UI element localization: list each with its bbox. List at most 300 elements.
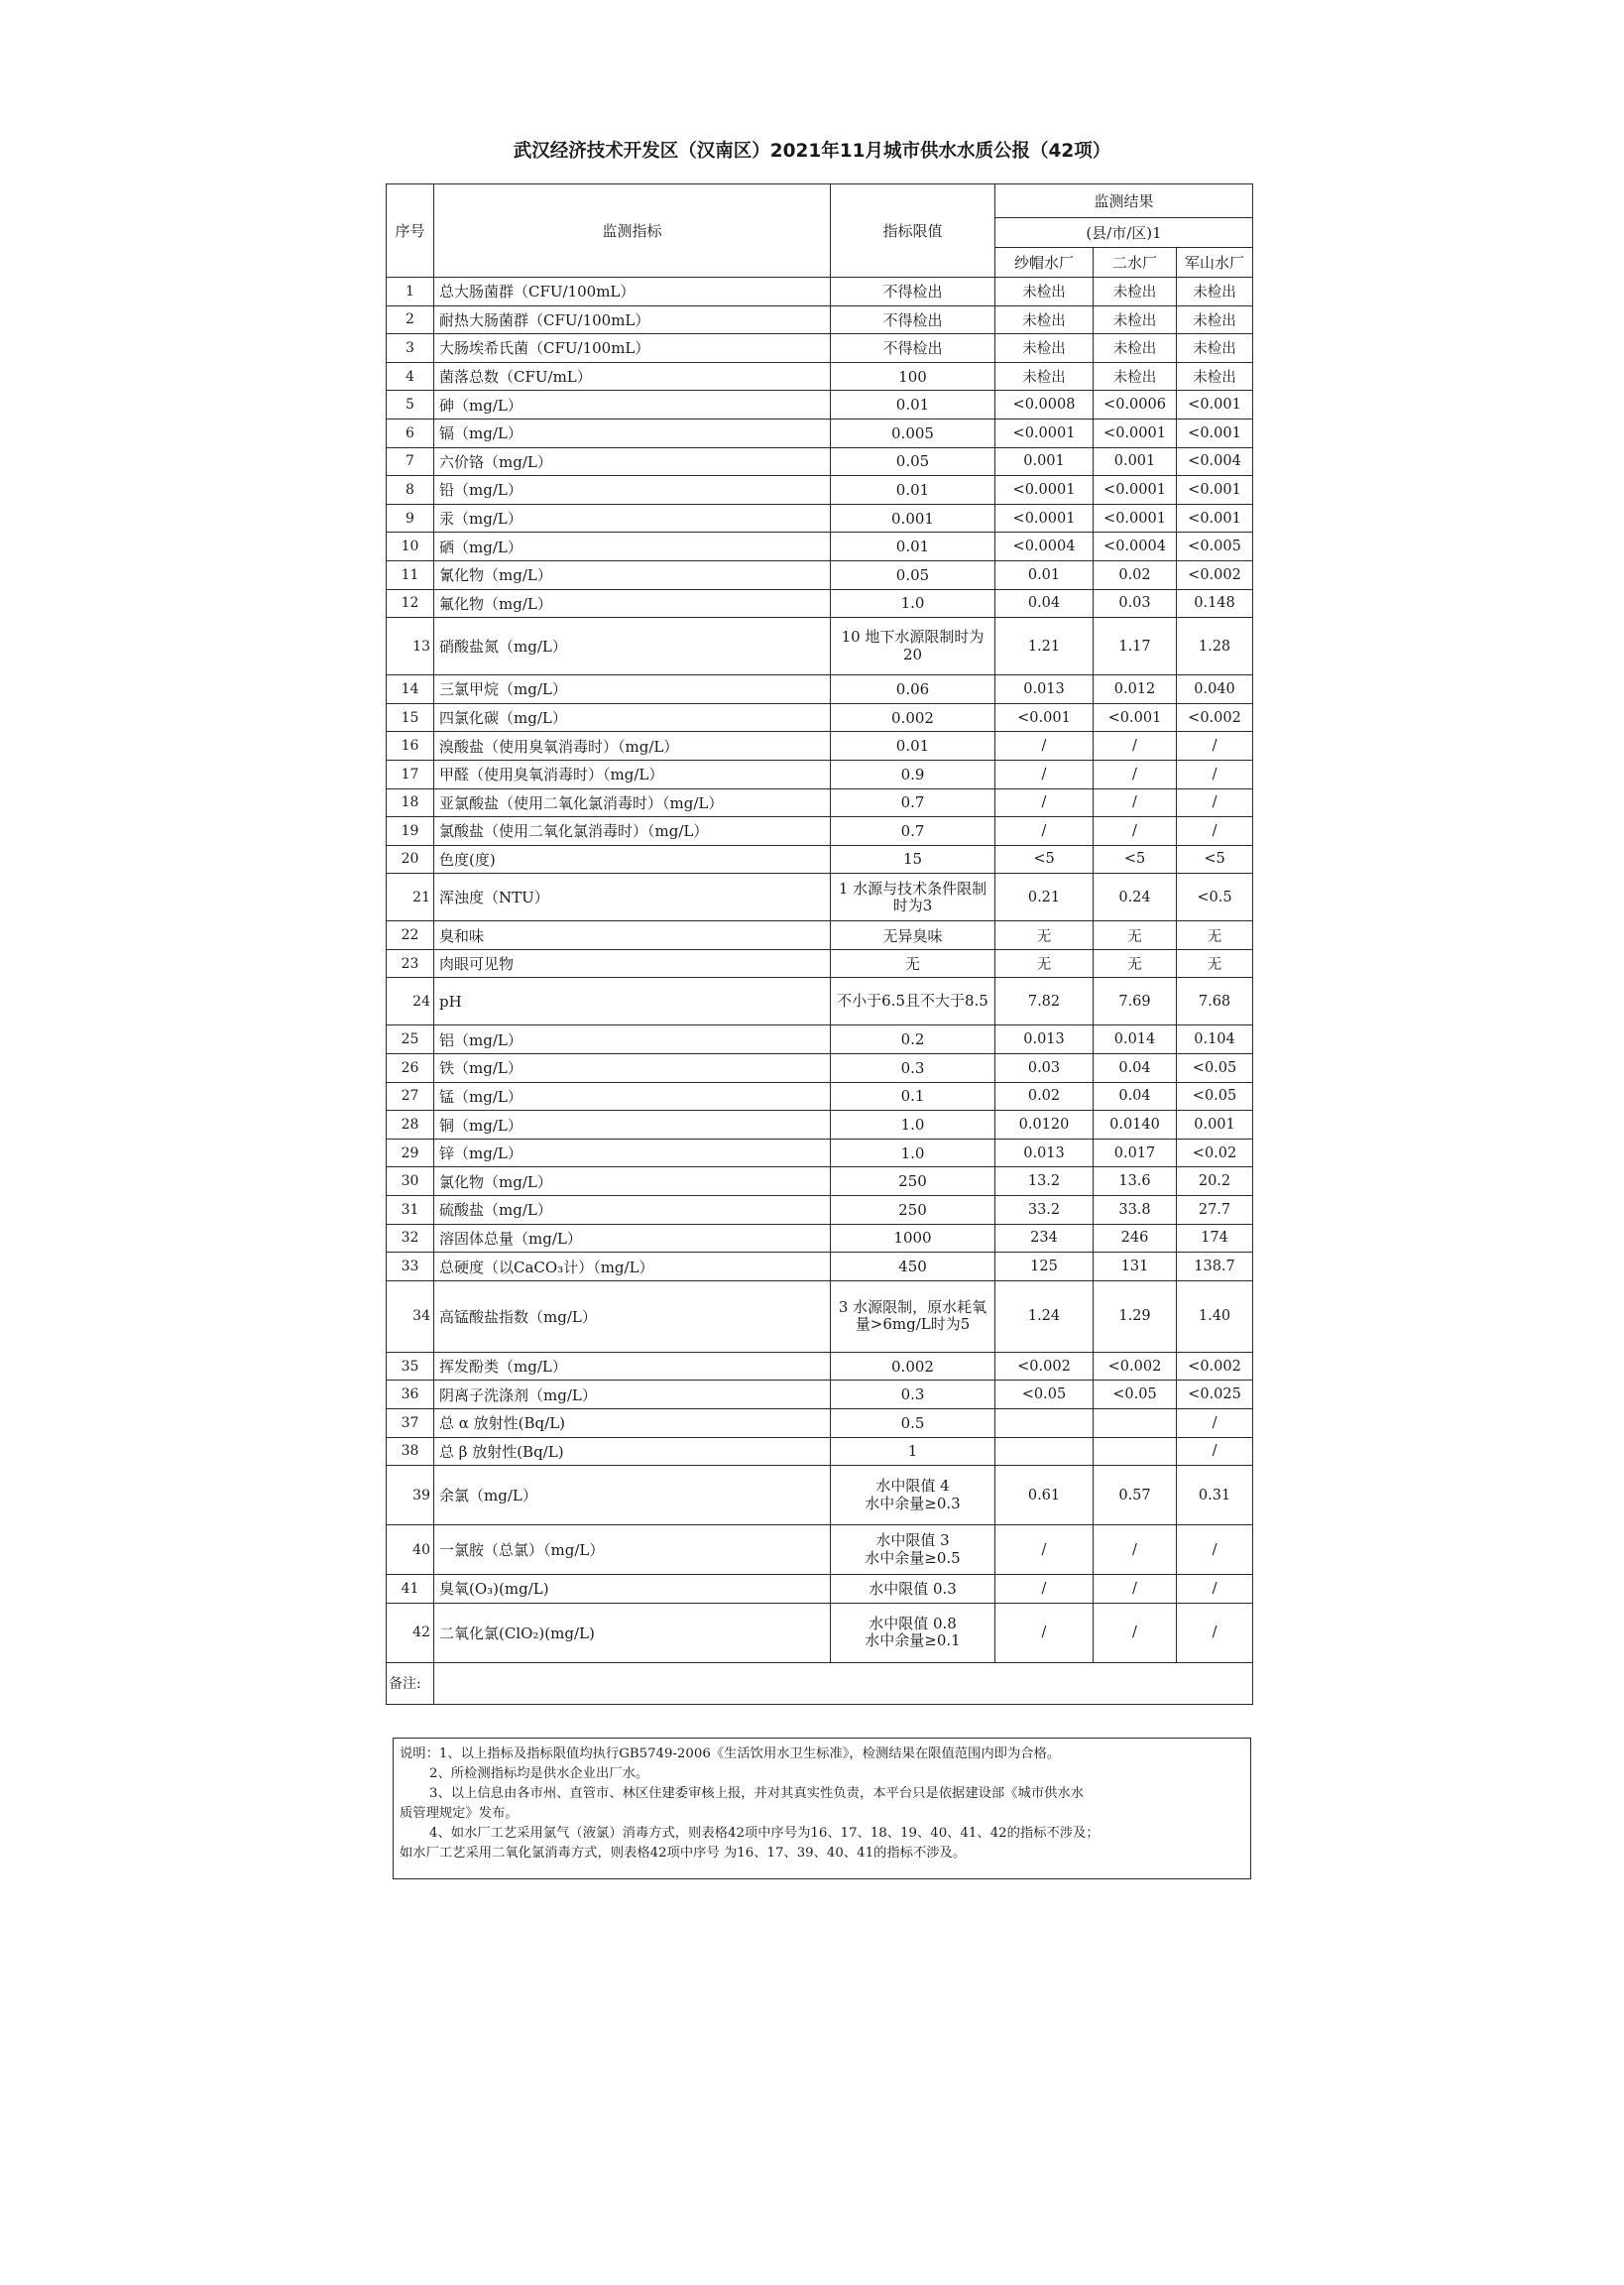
row-seq: 40 bbox=[387, 1525, 434, 1575]
row-value-junshan: <0.5 bbox=[1177, 874, 1253, 921]
row-indicator: 大肠埃希氏菌（CFU/100mL） bbox=[434, 334, 831, 363]
row-value-junshan: 未检出 bbox=[1177, 334, 1253, 363]
row-value-second bbox=[1094, 1409, 1177, 1438]
row-limit: 1.0 bbox=[831, 589, 995, 618]
row-value-junshan: 0.001 bbox=[1177, 1111, 1253, 1140]
row-value-junshan: <0.05 bbox=[1177, 1054, 1253, 1083]
row-value-second: 0.02 bbox=[1094, 560, 1177, 589]
row-seq: 16 bbox=[387, 732, 434, 761]
row-limit: 不得检出 bbox=[831, 305, 995, 334]
table-row bbox=[387, 1139, 1253, 1167]
row-value-shamao: 33.2 bbox=[995, 1196, 1094, 1225]
row-seq: 34 bbox=[387, 1280, 434, 1352]
row-value-shamao: <0.001 bbox=[995, 703, 1094, 732]
row-value-junshan: / bbox=[1177, 1525, 1253, 1575]
row-value-shamao: <0.0001 bbox=[995, 504, 1094, 533]
note-line: 说明：1、以上指标及指标限值均执行GB5749-2006《生活饮用水卫生标准》，检测结果在限值范围内即为合格。 bbox=[400, 1746, 1061, 1761]
row-limit: 0.01 bbox=[831, 391, 995, 420]
row-value-shamao: <0.0004 bbox=[995, 533, 1094, 561]
table-row bbox=[387, 817, 1253, 846]
row-value-shamao: 234 bbox=[995, 1224, 1094, 1253]
row-limit: 0.002 bbox=[831, 1352, 995, 1381]
row-value-second: 0.03 bbox=[1094, 589, 1177, 618]
row-seq: 8 bbox=[387, 476, 434, 505]
row-indicator: 耐热大肠菌群（CFU/100mL） bbox=[434, 305, 831, 334]
row-value-junshan: 1.28 bbox=[1177, 618, 1253, 675]
row-value-second: / bbox=[1094, 1525, 1177, 1575]
row-value-shamao: 0.013 bbox=[995, 675, 1094, 704]
row-value-junshan: <0.05 bbox=[1177, 1082, 1253, 1111]
row-value-second: 未检出 bbox=[1094, 278, 1177, 306]
table-row bbox=[387, 618, 1253, 675]
row-limit: 0.01 bbox=[831, 732, 995, 761]
row-value-junshan: / bbox=[1177, 1409, 1253, 1438]
row-limit: 0.005 bbox=[831, 419, 995, 447]
row-value-junshan: <0.002 bbox=[1177, 703, 1253, 732]
row-seq: 42 bbox=[387, 1603, 434, 1662]
row-limit: 1.0 bbox=[831, 1111, 995, 1140]
table-row bbox=[387, 978, 1253, 1025]
row-seq: 36 bbox=[387, 1381, 434, 1409]
header-plant-junshan: 军山水厂 bbox=[1177, 248, 1253, 278]
document-title: 武汉经济技术开发区（汉南区）2021年11月城市供水水质公报（42项） bbox=[513, 141, 1111, 162]
row-value-junshan: 无 bbox=[1177, 949, 1253, 978]
row-indicator: 阴离子洗涤剂（mg/L） bbox=[434, 1381, 831, 1409]
row-indicator: 色度(度) bbox=[434, 845, 831, 874]
table-row bbox=[387, 1224, 1253, 1253]
row-limit: 无 bbox=[831, 949, 995, 978]
row-value-junshan: <0.001 bbox=[1177, 504, 1253, 533]
row-seq: 11 bbox=[387, 560, 434, 589]
row-value-second: 0.57 bbox=[1094, 1466, 1177, 1525]
row-limit: 不得检出 bbox=[831, 278, 995, 306]
row-value-shamao: 无 bbox=[995, 921, 1094, 950]
row-value-shamao: 0.013 bbox=[995, 1025, 1094, 1054]
row-value-junshan: / bbox=[1177, 760, 1253, 788]
row-value-second: <0.0006 bbox=[1094, 391, 1177, 420]
row-limit: 10 地下水源限制时为20 bbox=[831, 618, 995, 675]
row-value-junshan: 7.68 bbox=[1177, 978, 1253, 1025]
row-value-junshan: 138.7 bbox=[1177, 1253, 1253, 1281]
row-indicator: 铅（mg/L） bbox=[434, 476, 831, 505]
table-row bbox=[387, 732, 1253, 761]
table-row bbox=[387, 1575, 1253, 1604]
row-seq: 3 bbox=[387, 334, 434, 363]
row-seq: 24 bbox=[387, 978, 434, 1025]
row-value-second: / bbox=[1094, 760, 1177, 788]
row-limit: 0.06 bbox=[831, 675, 995, 704]
water-quality-table bbox=[386, 183, 1253, 1705]
row-seq: 33 bbox=[387, 1253, 434, 1281]
row-value-shamao bbox=[995, 1409, 1094, 1438]
row-seq: 18 bbox=[387, 788, 434, 817]
table-row bbox=[387, 1025, 1253, 1054]
row-value-shamao: 0.21 bbox=[995, 874, 1094, 921]
row-value-second: <0.05 bbox=[1094, 1381, 1177, 1409]
row-value-second: <0.001 bbox=[1094, 703, 1177, 732]
row-seq: 17 bbox=[387, 760, 434, 788]
table-row bbox=[387, 1437, 1253, 1466]
row-indicator: 砷（mg/L） bbox=[434, 391, 831, 420]
row-value-shamao: 125 bbox=[995, 1253, 1094, 1281]
row-value-junshan: <0.025 bbox=[1177, 1381, 1253, 1409]
table-row bbox=[387, 533, 1253, 561]
row-value-second: 33.8 bbox=[1094, 1196, 1177, 1225]
row-limit: 0.9 bbox=[831, 760, 995, 788]
row-limit: 水中限值 0.3 bbox=[831, 1575, 995, 1604]
table-row bbox=[387, 419, 1253, 447]
row-indicator: 余氯（mg/L） bbox=[434, 1466, 831, 1525]
table-row bbox=[387, 589, 1253, 618]
row-value-shamao: 未检出 bbox=[995, 305, 1094, 334]
row-indicator: 总硬度（以CaCO₃计）（mg/L） bbox=[434, 1253, 831, 1281]
row-indicator: 高锰酸盐指数（mg/L） bbox=[434, 1280, 831, 1352]
row-value-junshan: <0.02 bbox=[1177, 1139, 1253, 1167]
row-limit: 15 bbox=[831, 845, 995, 874]
row-indicator: 总 α 放射性(Bq/L) bbox=[434, 1409, 831, 1438]
row-indicator: 铝（mg/L） bbox=[434, 1025, 831, 1054]
header-region: (县/市/区)1 bbox=[995, 218, 1253, 248]
row-limit: 0.001 bbox=[831, 504, 995, 533]
row-seq: 27 bbox=[387, 1082, 434, 1111]
header-results: 监测结果 bbox=[995, 184, 1253, 218]
row-value-junshan: / bbox=[1177, 1603, 1253, 1662]
row-value-junshan: 无 bbox=[1177, 921, 1253, 950]
row-value-second: 未检出 bbox=[1094, 362, 1177, 391]
row-value-junshan: <0.002 bbox=[1177, 560, 1253, 589]
row-value-shamao: 0.03 bbox=[995, 1054, 1094, 1083]
row-seq: 22 bbox=[387, 921, 434, 950]
table-row bbox=[387, 1111, 1253, 1140]
row-value-second: 0.04 bbox=[1094, 1082, 1177, 1111]
row-indicator: 氯化物（mg/L） bbox=[434, 1167, 831, 1196]
row-value-second: / bbox=[1094, 817, 1177, 846]
row-value-junshan: <0.001 bbox=[1177, 391, 1253, 420]
row-indicator: 铁（mg/L） bbox=[434, 1054, 831, 1083]
row-seq: 2 bbox=[387, 305, 434, 334]
row-limit: 0.3 bbox=[831, 1054, 995, 1083]
row-value-shamao: <0.002 bbox=[995, 1352, 1094, 1381]
row-value-second: 未检出 bbox=[1094, 334, 1177, 363]
row-seq: 38 bbox=[387, 1437, 434, 1466]
row-seq: 32 bbox=[387, 1224, 434, 1253]
table-row bbox=[387, 1525, 1253, 1575]
row-value-shamao: / bbox=[995, 1603, 1094, 1662]
row-value-junshan: / bbox=[1177, 817, 1253, 846]
row-value-junshan: / bbox=[1177, 1575, 1253, 1604]
table-row bbox=[387, 504, 1253, 533]
row-limit: 水中限值 0.8 水中余量≥0.1 bbox=[831, 1603, 995, 1662]
table-row bbox=[387, 560, 1253, 589]
row-value-second: 0.012 bbox=[1094, 675, 1177, 704]
row-value-second: 未检出 bbox=[1094, 305, 1177, 334]
table-row bbox=[387, 1466, 1253, 1525]
row-limit: 不小于6.5且不大于8.5 bbox=[831, 978, 995, 1025]
row-value-second: <0.0001 bbox=[1094, 504, 1177, 533]
row-indicator: 氰化物（mg/L） bbox=[434, 560, 831, 589]
row-value-second: <0.0001 bbox=[1094, 419, 1177, 447]
row-value-shamao: 未检出 bbox=[995, 278, 1094, 306]
row-value-shamao: 未检出 bbox=[995, 334, 1094, 363]
row-seq: 7 bbox=[387, 447, 434, 476]
row-value-shamao: 1.21 bbox=[995, 618, 1094, 675]
row-value-second: 0.014 bbox=[1094, 1025, 1177, 1054]
row-seq: 39 bbox=[387, 1466, 434, 1525]
table-row bbox=[387, 845, 1253, 874]
row-value-second: / bbox=[1094, 1575, 1177, 1604]
table-row bbox=[387, 305, 1253, 334]
row-indicator: 臭和味 bbox=[434, 921, 831, 950]
note-line: 4、如水厂工艺采用氯气（液氯）消毒方式，则表格42项中序号为16、17、18、19、40、41、42的指标不涉及； bbox=[429, 1826, 1100, 1841]
table-row bbox=[387, 334, 1253, 363]
row-seq: 29 bbox=[387, 1139, 434, 1167]
row-indicator: 挥发酚类（mg/L） bbox=[434, 1352, 831, 1381]
row-value-second: 131 bbox=[1094, 1253, 1177, 1281]
row-limit: 0.05 bbox=[831, 447, 995, 476]
note-line: 2、所检测指标均是供水企业出厂水。 bbox=[429, 1766, 649, 1781]
row-value-junshan: 174 bbox=[1177, 1224, 1253, 1253]
row-limit: 3 水源限制，原水耗氧量>6mg/L时为5 bbox=[831, 1280, 995, 1352]
row-seq: 13 bbox=[387, 618, 434, 675]
row-value-second: / bbox=[1094, 1603, 1177, 1662]
row-seq: 10 bbox=[387, 533, 434, 561]
row-value-shamao bbox=[995, 1437, 1094, 1466]
row-limit: 1000 bbox=[831, 1224, 995, 1253]
note-line: 如水厂工艺采用二氧化氯消毒方式，则表格42项中序号 为16、17、39、40、41的指标不涉及。 bbox=[400, 1846, 967, 1861]
row-indicator: 总大肠菌群（CFU/100mL） bbox=[434, 278, 831, 306]
row-value-shamao: 0.001 bbox=[995, 447, 1094, 476]
row-value-shamao: 7.82 bbox=[995, 978, 1094, 1025]
row-indicator: 锰（mg/L） bbox=[434, 1082, 831, 1111]
row-value-second: 13.6 bbox=[1094, 1167, 1177, 1196]
table-row bbox=[387, 1381, 1253, 1409]
row-value-shamao: / bbox=[995, 732, 1094, 761]
row-value-junshan: 未检出 bbox=[1177, 305, 1253, 334]
row-limit: 250 bbox=[831, 1167, 995, 1196]
remark-content bbox=[434, 1662, 1253, 1704]
row-indicator: 菌落总数（CFU/mL） bbox=[434, 362, 831, 391]
row-limit: 1 水源与技术条件限制时为3 bbox=[831, 874, 995, 921]
row-value-junshan: <0.004 bbox=[1177, 447, 1253, 476]
row-limit: 0.05 bbox=[831, 560, 995, 589]
row-limit: 1 bbox=[831, 1437, 995, 1466]
row-limit: 0.5 bbox=[831, 1409, 995, 1438]
table-row bbox=[387, 1253, 1253, 1281]
row-value-junshan: / bbox=[1177, 1437, 1253, 1466]
row-seq: 20 bbox=[387, 845, 434, 874]
row-value-second: 无 bbox=[1094, 949, 1177, 978]
row-limit: 水中限值 4 水中余量≥0.3 bbox=[831, 1466, 995, 1525]
notes-box bbox=[393, 1738, 1251, 1879]
row-value-junshan: 未检出 bbox=[1177, 278, 1253, 306]
row-value-shamao: / bbox=[995, 760, 1094, 788]
row-value-shamao: <0.0008 bbox=[995, 391, 1094, 420]
row-indicator: 甲醛（使用臭氧消毒时）（mg/L） bbox=[434, 760, 831, 788]
table-row bbox=[387, 1603, 1253, 1662]
row-value-shamao: 1.24 bbox=[995, 1280, 1094, 1352]
row-indicator: 氟化物（mg/L） bbox=[434, 589, 831, 618]
row-indicator: 氯酸盐（使用二氧化氯消毒时）（mg/L） bbox=[434, 817, 831, 846]
row-value-junshan: <0.001 bbox=[1177, 476, 1253, 505]
table-row bbox=[387, 1082, 1253, 1111]
row-value-second: 1.29 bbox=[1094, 1280, 1177, 1352]
row-limit: 不得检出 bbox=[831, 334, 995, 363]
row-value-second: <0.002 bbox=[1094, 1352, 1177, 1381]
row-value-shamao: / bbox=[995, 1525, 1094, 1575]
row-indicator: 三氯甲烷（mg/L） bbox=[434, 675, 831, 704]
row-value-shamao: / bbox=[995, 1575, 1094, 1604]
header-plant-second: 二水厂 bbox=[1094, 248, 1177, 278]
row-value-shamao: 0.013 bbox=[995, 1139, 1094, 1167]
row-value-second: 0.04 bbox=[1094, 1054, 1177, 1083]
row-limit: 0.7 bbox=[831, 817, 995, 846]
row-indicator: 六价铬（mg/L） bbox=[434, 447, 831, 476]
row-indicator: 溴酸盐（使用臭氧消毒时）（mg/L） bbox=[434, 732, 831, 761]
row-seq: 25 bbox=[387, 1025, 434, 1054]
table-row bbox=[387, 362, 1253, 391]
row-indicator: 铜（mg/L） bbox=[434, 1111, 831, 1140]
row-indicator: 肉眼可见物 bbox=[434, 949, 831, 978]
row-value-junshan: / bbox=[1177, 788, 1253, 817]
table-row bbox=[387, 1409, 1253, 1438]
row-value-second: 0.0140 bbox=[1094, 1111, 1177, 1140]
row-limit: 0.1 bbox=[831, 1082, 995, 1111]
table-row bbox=[387, 703, 1253, 732]
row-value-shamao: 0.04 bbox=[995, 589, 1094, 618]
row-indicator: 硫酸盐（mg/L） bbox=[434, 1196, 831, 1225]
row-value-second: / bbox=[1094, 732, 1177, 761]
row-value-junshan: 20.2 bbox=[1177, 1167, 1253, 1196]
row-value-junshan: 27.7 bbox=[1177, 1196, 1253, 1225]
row-value-shamao: <5 bbox=[995, 845, 1094, 874]
row-indicator: 亚氯酸盐（使用二氧化氯消毒时）（mg/L） bbox=[434, 788, 831, 817]
row-value-second: / bbox=[1094, 788, 1177, 817]
row-indicator: 臭氧(O₃)(mg/L) bbox=[434, 1575, 831, 1604]
header-indicator: 监测指标 bbox=[434, 184, 831, 278]
row-value-shamao: 无 bbox=[995, 949, 1094, 978]
header-seq: 序号 bbox=[387, 184, 434, 278]
row-value-shamao: <0.0001 bbox=[995, 419, 1094, 447]
row-seq: 31 bbox=[387, 1196, 434, 1225]
row-value-shamao: / bbox=[995, 788, 1094, 817]
row-indicator: 一氯胺（总氯）（mg/L） bbox=[434, 1525, 831, 1575]
row-limit: 无异臭味 bbox=[831, 921, 995, 950]
row-value-junshan: 1.40 bbox=[1177, 1280, 1253, 1352]
row-limit: 0.3 bbox=[831, 1381, 995, 1409]
table-row bbox=[387, 447, 1253, 476]
row-value-junshan: <0.001 bbox=[1177, 419, 1253, 447]
table-row bbox=[387, 391, 1253, 420]
row-value-shamao: 13.2 bbox=[995, 1167, 1094, 1196]
row-limit: 水中限值 3 水中余量≥0.5 bbox=[831, 1525, 995, 1575]
row-seq: 21 bbox=[387, 874, 434, 921]
row-seq: 19 bbox=[387, 817, 434, 846]
row-limit: 100 bbox=[831, 362, 995, 391]
row-indicator: 硝酸盐氮（mg/L） bbox=[434, 618, 831, 675]
row-seq: 9 bbox=[387, 504, 434, 533]
row-seq: 6 bbox=[387, 419, 434, 447]
row-indicator: 四氯化碳（mg/L） bbox=[434, 703, 831, 732]
row-seq: 14 bbox=[387, 675, 434, 704]
table-row bbox=[387, 921, 1253, 950]
row-value-junshan: 0.148 bbox=[1177, 589, 1253, 618]
row-value-second: 0.001 bbox=[1094, 447, 1177, 476]
row-value-shamao: 未检出 bbox=[995, 362, 1094, 391]
row-value-junshan: 0.104 bbox=[1177, 1025, 1253, 1054]
table-row bbox=[387, 788, 1253, 817]
row-limit: 0.7 bbox=[831, 788, 995, 817]
row-value-second: 无 bbox=[1094, 921, 1177, 950]
table-row bbox=[387, 874, 1253, 921]
row-value-second: 7.69 bbox=[1094, 978, 1177, 1025]
table-row bbox=[387, 1196, 1253, 1225]
row-seq: 5 bbox=[387, 391, 434, 420]
table-row bbox=[387, 1352, 1253, 1381]
row-value-shamao: 0.02 bbox=[995, 1082, 1094, 1111]
row-seq: 30 bbox=[387, 1167, 434, 1196]
row-value-junshan: / bbox=[1177, 732, 1253, 761]
row-limit: 0.01 bbox=[831, 476, 995, 505]
row-value-junshan: 0.040 bbox=[1177, 675, 1253, 704]
row-indicator: 锌（mg/L） bbox=[434, 1139, 831, 1167]
table-row bbox=[387, 1167, 1253, 1196]
table-row bbox=[387, 760, 1253, 788]
row-indicator: 二氧化氯(ClO₂)(mg/L) bbox=[434, 1603, 831, 1662]
row-limit: 1.0 bbox=[831, 1139, 995, 1167]
row-limit: 450 bbox=[831, 1253, 995, 1281]
row-value-shamao: 0.0120 bbox=[995, 1111, 1094, 1140]
row-limit: 0.002 bbox=[831, 703, 995, 732]
row-value-second bbox=[1094, 1437, 1177, 1466]
row-indicator: pH bbox=[434, 978, 831, 1025]
row-seq: 28 bbox=[387, 1111, 434, 1140]
row-value-junshan: 未检出 bbox=[1177, 362, 1253, 391]
row-value-second: <0.0004 bbox=[1094, 533, 1177, 561]
row-indicator: 硒（mg/L） bbox=[434, 533, 831, 561]
row-value-second: 0.017 bbox=[1094, 1139, 1177, 1167]
row-seq: 12 bbox=[387, 589, 434, 618]
note-line: 3、以上信息由各市州、直管市、林区住建委审核上报，并对其真实性负责，本平台只是依据建设部《城市供水水 bbox=[429, 1786, 1085, 1801]
table-row bbox=[387, 949, 1253, 978]
row-value-junshan: <5 bbox=[1177, 845, 1253, 874]
row-seq: 23 bbox=[387, 949, 434, 978]
row-value-second: 1.17 bbox=[1094, 618, 1177, 675]
row-value-junshan: 0.31 bbox=[1177, 1466, 1253, 1525]
row-seq: 41 bbox=[387, 1575, 434, 1604]
row-value-shamao: / bbox=[995, 817, 1094, 846]
table-row bbox=[387, 278, 1253, 306]
row-value-shamao: <0.0001 bbox=[995, 476, 1094, 505]
row-indicator: 汞（mg/L） bbox=[434, 504, 831, 533]
row-seq: 4 bbox=[387, 362, 434, 391]
row-seq: 15 bbox=[387, 703, 434, 732]
row-value-junshan: <0.005 bbox=[1177, 533, 1253, 561]
row-indicator: 浑浊度（NTU） bbox=[434, 874, 831, 921]
row-value-junshan: <0.002 bbox=[1177, 1352, 1253, 1381]
row-limit: 250 bbox=[831, 1196, 995, 1225]
row-indicator: 镉（mg/L） bbox=[434, 419, 831, 447]
row-limit: 0.01 bbox=[831, 533, 995, 561]
header-plant-shamao: 纱帽水厂 bbox=[995, 248, 1094, 278]
row-limit: 0.2 bbox=[831, 1025, 995, 1054]
row-value-shamao: 0.61 bbox=[995, 1466, 1094, 1525]
table-row bbox=[387, 1054, 1253, 1083]
row-value-second: <0.0001 bbox=[1094, 476, 1177, 505]
row-indicator: 溶固体总量（mg/L） bbox=[434, 1224, 831, 1253]
row-value-second: <5 bbox=[1094, 845, 1177, 874]
row-value-shamao: <0.05 bbox=[995, 1381, 1094, 1409]
row-value-second: 246 bbox=[1094, 1224, 1177, 1253]
